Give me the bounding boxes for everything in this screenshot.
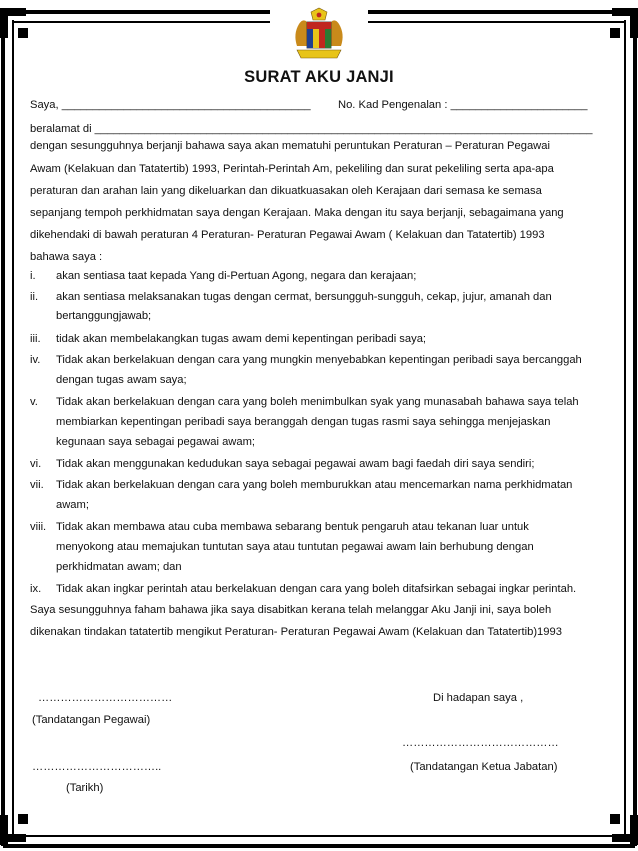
list-item: tidak akan membelakangkan tugas awam demi kepentingan peribadi saya; [56, 333, 427, 345]
list-item-number: iii. [30, 333, 41, 345]
in-presence-label: Di hadapan saya , [433, 692, 524, 704]
list-item: menyokong atau memajukan tuntutan saya atau tuntutan pegawai awam lain berhubung dengan [56, 541, 534, 553]
list-item-number: ix. [30, 583, 42, 595]
date-line: …………………………….. [32, 761, 162, 773]
intro-line: Awam (Kelakuan dan Tatatertib) 1993, Perintah-Perintah Am, pekeliling dan surat pekeliling serta apa-apa [30, 163, 554, 175]
list-item: Tidak akan ingkar perintah atau berkelakuan dengan cara yang boleh ditafsirkan sebagai ingkar perintah. [56, 583, 577, 595]
address-field-label: beralamat di ________________________________________________________________________________ [30, 123, 593, 135]
list-item: akan sentiasa melaksanakan tugas dengan cermat, bersungguh-sungguh, cekap, jujur, amanah dan [56, 291, 552, 303]
coat-of-arms-emblem [289, 6, 349, 64]
list-item: Tidak akan berkelakuan dengan cara yang boleh menimbulkan syak yang munasabah bahawa saya telah [56, 396, 579, 408]
intro-line: dikehendaki di bawah peraturan 4 Peraturan- Peraturan Pegawai Awam ( Kelakuan dan Tatatertib) 1993 [30, 229, 545, 241]
list-item: awam; [56, 499, 89, 511]
ic-number-field-label: No. Kad Pengenalan : ______________________ [338, 99, 588, 111]
list-item-number: i. [30, 270, 36, 282]
list-item-number: ii. [30, 291, 39, 303]
document-title: SURAT AKU JANJI [244, 68, 394, 86]
list-item-number: vii. [30, 479, 44, 491]
officer-signature-label: (Tandatangan Pegawai) [32, 714, 151, 726]
head-signature-label: (Tandatangan Ketua Jabatan) [410, 761, 558, 773]
list-item: membiarkan kepentingan peribadi saya beranggah dengan tugas rasmi saya sehingga menjejaskan [56, 416, 551, 428]
list-item: kegunaan saya sebagai pegawai awam; [56, 436, 256, 448]
list-item: dengan tugas awam saya; [56, 374, 187, 386]
list-item: Tidak akan berkelakuan dengan cara yang boleh memburukkan atau mencemarkan nama perkhidmatan [56, 479, 573, 491]
list-item-number: v. [30, 396, 38, 408]
intro-line: sepanjang tempoh perkhidmatan saya dengan Kerajaan. Maka dengan itu saya berjanji, sebagaimana yang [30, 207, 564, 219]
list-item-number: viii. [30, 521, 47, 533]
closing-line: dikenakan tindakan tatatertib mengikut Peraturan- Peraturan Pegawai Awam (Kelakuan dan Tatatertib)1993 [30, 626, 562, 638]
intro-line: bahawa saya : [30, 251, 103, 263]
list-item: perkhidmatan awam; dan [56, 561, 182, 573]
intro-line: dengan sesungguhnya berjanji bahawa saya akan mematuhi peruntukan Peraturan – Peraturan Pegawai [30, 140, 550, 152]
list-item-number: vi. [30, 458, 42, 470]
list-item: bertanggungjawab; [56, 310, 152, 322]
list-item: Tidak akan menggunakan kedudukan saya sebagai pegawai awam bagi faedah diri saya sendiri; [56, 458, 535, 470]
list-item: akan sentiasa taat kepada Yang di-Pertuan Agong, negara dan kerajaan; [56, 270, 417, 282]
list-item: Tidak akan berkelakuan dengan cara yang mungkin menyebabkan kepentingan peribadi saya bercanggah [56, 354, 582, 366]
list-item-number: iv. [30, 354, 41, 366]
list-item: Tidak akan membawa atau cuba membawa sebarang bentuk pengaruh atau tekanan luar untuk [56, 521, 529, 533]
closing-line: Saya sesungguhnya faham bahawa jika saya disabitkan kerana telah melanggar Aku Janji ini, saya boleh [30, 604, 552, 616]
date-label: (Tarikh) [66, 782, 104, 794]
saya-field-label: Saya, ________________________________________ [30, 99, 311, 111]
officer-signature-line: ……………………………… [38, 692, 173, 704]
head-signature-line: …………………………………… [402, 737, 559, 749]
intro-line: peraturan dan arahan lain yang dikeluarkan dan dikuatkuasakan oleh Kerajaan dari semasa ke semasa [30, 185, 542, 197]
